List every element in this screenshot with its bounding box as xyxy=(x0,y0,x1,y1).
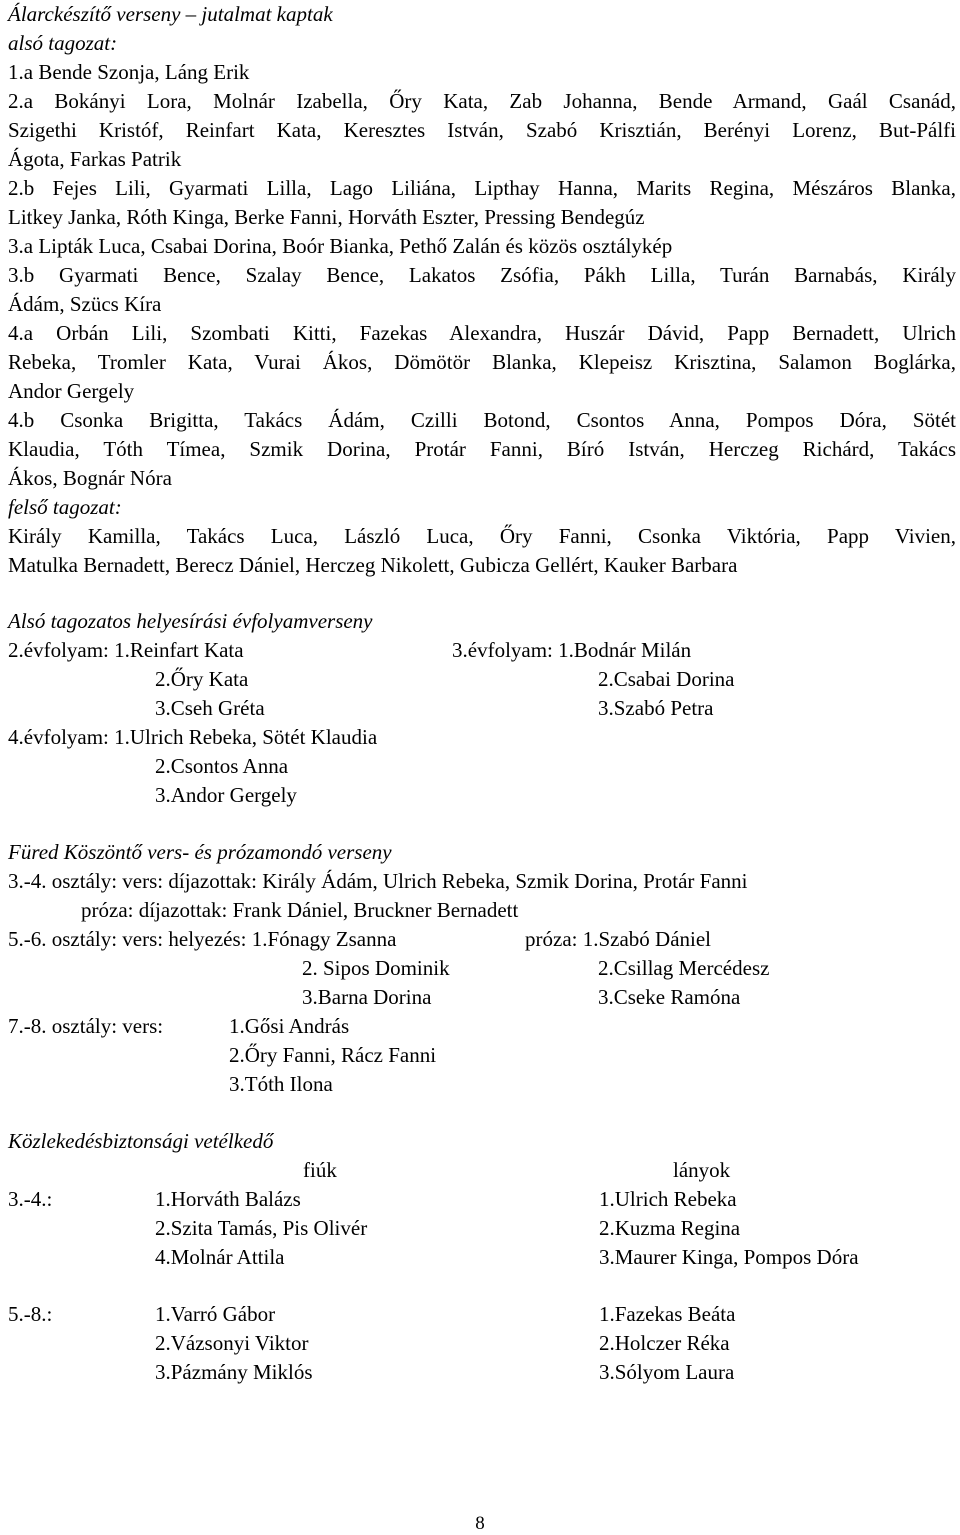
class-entry-2a-line3: Ágota, Farkas Patrik xyxy=(8,147,182,171)
section-title-spelling-contest: Alsó tagozatos helyesírási évfolyamverseny xyxy=(8,609,373,633)
upper-grade-line2: Matulka Bernadett, Berecz Dániel, Herczeg Nikolett, Gubicza Gellért, Kauker Barbara xyxy=(8,553,738,577)
traffic-girls-entry: 1.Ulrich Rebeka xyxy=(599,1187,737,1211)
grade2-first: 2.évfolyam: 1.Reinfart Kata xyxy=(8,638,244,662)
traffic-girls-entry: 3.Sólyom Laura xyxy=(599,1360,735,1384)
traffic-girls-entry: 2.Kuzma Regina xyxy=(599,1216,741,1240)
recitation-78-third: 3.Tóth Ilona xyxy=(229,1072,333,1096)
grade2-third: 3.Cseh Gréta xyxy=(155,696,265,720)
grade4-second: 2.Csontos Anna xyxy=(155,754,289,778)
traffic-girls-entry: 3.Maurer Kinga, Pompos Dóra xyxy=(599,1245,859,1269)
recitation-56-verse-third: 3.Barna Dorina xyxy=(302,985,432,1009)
traffic-girls-entry: 2.Holczer Réka xyxy=(599,1331,730,1355)
class-entry-4b-line1: 4.b Csonka Brigitta, Takács Ádám, Czilli Botond, Csontos Anna, Pompos Dóra, Sötét xyxy=(8,408,956,432)
recitation-34-prose: próza: díjazottak: Frank Dániel, Bruckner Bernadett xyxy=(81,898,519,922)
class-entry-2a-line1: 2.a Bokányi Lora, Molnár Izabella, Őry Kata, Zab Johanna, Bende Armand, Gaál Csanád, xyxy=(8,89,956,113)
traffic-boys-entry: 1.Horváth Balázs xyxy=(155,1187,301,1211)
recitation-56-verse-first: 5.-6. osztály: vers: helyezés: 1.Fónagy Zsanna xyxy=(8,927,397,951)
recitation-34-verse: 3.-4. osztály: vers: díjazottak: Király Ádám, Ulrich Rebeka, Szmik Dorina, Protár Fanni xyxy=(8,869,748,893)
class-entry-4a-line2: Rebeka, Tromler Kata, Vurai Ákos, Dömötör Blanka, Klepeisz Krisztina, Salamon Boglárka, xyxy=(8,350,956,374)
class-entry-3a: 3.a Lipták Luca, Csabai Dorina, Boór Bianka, Pethő Zalán és közös osztálykép xyxy=(8,234,673,258)
lower-grade-heading: alsó tagozat: xyxy=(8,31,118,55)
class-entry-2a-line2: Szigethi Kristóf, Reinfart Kata, Keresztes István, Szabó Krisztián, Berényi Lorenz, But-Pálfi xyxy=(8,118,956,142)
section-title-recitation-contest: Füred Köszöntő vers- és prózamondó verseny xyxy=(8,840,392,864)
class-entry-3b-line1: 3.b Gyarmati Bence, Szalay Bence, Lakatos Zsófia, Pákh Lilla, Turán Barnabás, Király xyxy=(8,263,956,287)
boys-column-header: fiúk xyxy=(303,1158,337,1182)
recitation-78-label: 7.-8. osztály: vers: xyxy=(8,1014,164,1038)
upper-grade-line1: Király Kamilla, Takács Luca, László Luca, Őry Fanni, Csonka Viktória, Papp Vivien, xyxy=(8,524,956,548)
grade4-first: 4.évfolyam: 1.Ulrich Rebeka, Sötét Klaudia xyxy=(8,725,378,749)
traffic-boys-entry: 2.Szita Tamás, Pis Olivér xyxy=(155,1216,368,1240)
class-entry-4a-line3: Andor Gergely xyxy=(8,379,135,403)
grade3-third: 3.Szabó Petra xyxy=(598,696,714,720)
traffic-boys-entry: 2.Vázsonyi Viktor xyxy=(155,1331,309,1355)
recitation-56-verse-second: 2. Sipos Dominik xyxy=(302,956,450,980)
class-entry-4b-line2: Klaudia, Tóth Tímea, Szmik Dorina, Protár Fanni, Bíró István, Herczeg Richárd, Takács xyxy=(8,437,956,461)
class-entry-2b-line2: Litkey Janka, Róth Kinga, Berke Fanni, Horváth Eszter, Pressing Bendegúz xyxy=(8,205,645,229)
class-entry-2b-line1: 2.b Fejes Lili, Gyarmati Lilla, Lago Liliána, Lipthay Hanna, Marits Regina, Mészáros Blanka, xyxy=(8,176,956,200)
class-entry-1a: 1.a Bende Szonja, Láng Erik xyxy=(8,60,250,84)
class-entry-4a-line1: 4.a Orbán Lili, Szombati Kitti, Fazekas Alexandra, Huszár Dávid, Papp Bernadett, Ulrich xyxy=(8,321,956,345)
recitation-56-prose-third: 3.Cseke Ramóna xyxy=(598,985,741,1009)
traffic-boys-entry: 3.Pázmány Miklós xyxy=(155,1360,313,1384)
upper-grade-heading: felső tagozat: xyxy=(8,495,122,519)
grade3-first: 3.évfolyam: 1.Bodnár Milán xyxy=(452,638,692,662)
section-title-traffic-safety-quiz: Közlekedésbiztonsági vetélkedő xyxy=(8,1129,274,1153)
recitation-78-first: 1.Gősi András xyxy=(229,1014,350,1038)
grade4-third: 3.Andor Gergely xyxy=(155,783,297,807)
class-entry-4b-line3: Ákos, Bognár Nóra xyxy=(8,466,172,490)
page-number: 8 xyxy=(475,1513,485,1534)
traffic-boys-entry: 1.Varró Gábor xyxy=(155,1302,276,1326)
section-title-mask-contest: Álarckészítő verseny – jutalmat kaptak xyxy=(8,2,333,26)
recitation-78-second: 2.Őry Fanni, Rácz Fanni xyxy=(229,1043,437,1067)
class-entry-3b-line2: Ádám, Szücs Kíra xyxy=(8,292,162,316)
grade2-second: 2.Őry Kata xyxy=(155,667,249,691)
recitation-56-prose-first: próza: 1.Szabó Dániel xyxy=(525,927,712,951)
recitation-56-prose-second: 2.Csillag Mercédesz xyxy=(598,956,770,980)
girls-column-header: lányok xyxy=(673,1158,731,1182)
traffic-girls-entry: 1.Fazekas Beáta xyxy=(599,1302,736,1326)
grade3-second: 2.Csabai Dorina xyxy=(598,667,735,691)
traffic-group-label: 5.-8.: xyxy=(8,1302,53,1326)
traffic-boys-entry: 4.Molnár Attila xyxy=(155,1245,285,1269)
traffic-group-label: 3.-4.: xyxy=(8,1187,53,1211)
